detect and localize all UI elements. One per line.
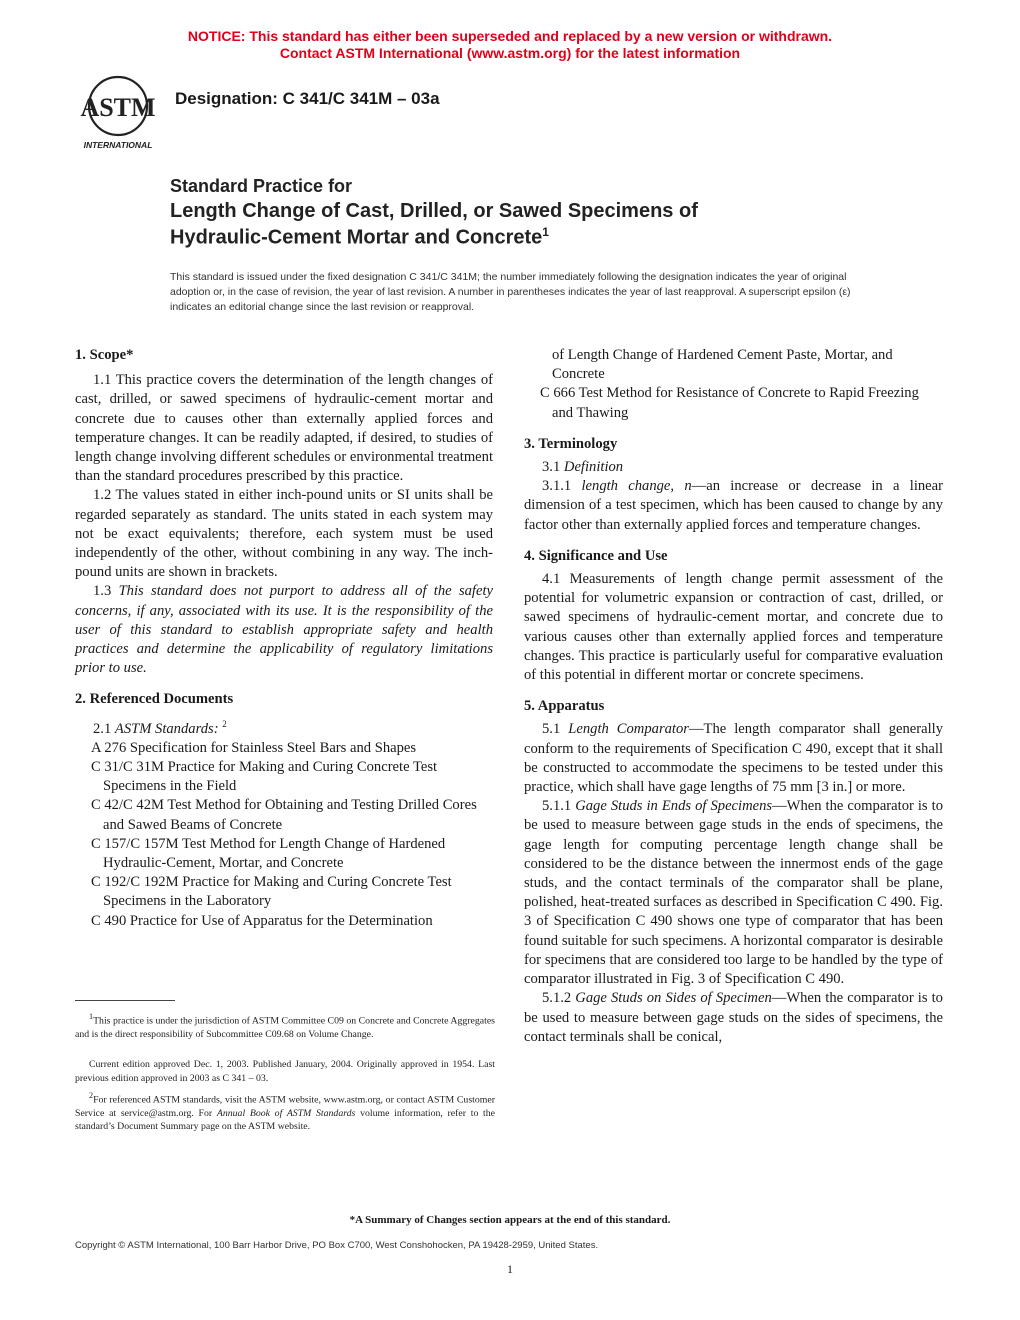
para-2-1-text: ASTM Standards: [114, 720, 219, 737]
ref-c42: C 42/C 42M Test Method for Obtaining and Testing Drilled Cores and Sawed Beams of Concrete [91, 797, 477, 833]
astm-logo [74, 72, 162, 152]
footnote-2-italic: Annual Book of ASTM Standards [216, 1107, 356, 1119]
title-line-1: Standard Practice for [170, 176, 353, 196]
footnote-1-mark: 1 [89, 1012, 94, 1021]
para-5-1-2-num: 5.1.2 [542, 990, 572, 1007]
logo-sub: INTERNATIONAL [83, 140, 153, 150]
para-5-1 [524, 720, 943, 797]
para-5-1-text: —The length comparator shall generally conform to the requirements of Specification C 490, except that it shall be constructed to accommodate the specimens to be tested under this practice, which shall have gage lengths of 75 mm [3 in.] or more. [524, 721, 943, 796]
footnote-rule [75, 1000, 175, 1001]
para-2-1-num: 2.1 [93, 720, 112, 737]
ref-c490-continued: of Length Change of Hardened Cement Paste, Mortar, and Concrete [552, 347, 893, 383]
ref-c666: C 666 Test Method for Resistance of Concrete to Rapid Freezing and Thawing [540, 385, 919, 421]
para-1-2: 1.2 The values stated in either inch-pound units or SI units shall be regarded separately as standard. The units stated in each system may not be exact equivalents; therefore, each system must be used independently of the other, without combining in any way. The inch-pound units are shown in brackets. [75, 487, 493, 581]
footnote-2-text-a: For referenced ASTM standards, visit the ASTM website, www.astm.org, or contact ASTM Customer Service at service@astm.org. For [75, 1094, 495, 1119]
designation: Designation: C 341/C 341M – 03a [175, 89, 440, 108]
para-5-1-2-term: Gage Studs on Sides of Specimen [575, 990, 772, 1007]
title-footnote-mark: 1 [542, 225, 549, 239]
logo-word: ASTM [80, 93, 156, 122]
para-1-3-text: This standard does not purport to address all of the safety concerns, if any, associated with its use. It is the responsibility of the user of this standard to establish appropriate safety and health practices and determine the applicability of regulatory limitations prior to use. [75, 583, 493, 677]
significance-heading: 4. Significance and Use [524, 547, 668, 564]
ref-a276: A 276 Specification for Stainless Steel Bars and Shapes [91, 739, 417, 756]
footnote-1 [75, 1010, 495, 1041]
ref-c192: C 192/C 192M Practice for Making and Curing Concrete Test Specimens in the Laboratory [91, 874, 452, 910]
scope-heading: 1. Scope* [75, 347, 134, 363]
para-5-1-2 [524, 989, 943, 1047]
ref-c490: C 490 Practice for Use of Apparatus for the Determination [91, 912, 433, 929]
para-5-1-2-text: —When the comparator is to be used to measure between gage studs on the sides of specimens, the contact terminals shall be conical, [524, 990, 943, 1045]
apparatus-heading: 5. Apparatus [524, 698, 605, 715]
ref-c31: C 31/C 31M Practice for Making and Curing Concrete Test Specimens in the Field [91, 758, 438, 795]
footnote-1-text: This practice is under the jurisdiction of ASTM Committee C09 on Concrete and Concrete Aggregates and is the direct responsibility of Subcommittee C09.68 on Volume Change. [75, 1015, 495, 1040]
footnote-1b: Current edition approved Dec. 1, 2003. Published January, 2004. Originally approved in 1954. Last previous edition approved in 2003 as C 341 – 03. [75, 1059, 495, 1084]
para-5-1-1-term: Gage Studs in Ends of Specimens [575, 798, 773, 815]
para-3-1-num: 3.1 [542, 459, 561, 476]
title-line-3-text: Hydraulic-Cement Mortar and Concrete [170, 226, 543, 249]
para-5-1-1-text: —When the comparator is to be used to measure between gage studs in the ends of specimens, the gage length for computing percentage length change shall be considered to be the distance between the innermost ends of the gage studs, and the contact terminals of the comparator shall be plane, polished, heat-treated surfaces as described in Specification C 490. Fig. 3 of Specification C 490 shows one type of comparator that has been found suitable for such specimens. A horizontal comparator is desirable for specimens that are considered too large to be handled by the type of comparator illustrated in Fig. 3 of Specification C 490. [524, 798, 943, 988]
footnote-2 [75, 1089, 495, 1134]
ref-c157: C 157/C 157M Test Method for Length Change of Hardened Hydraulic-Cement, Mortar, and Concrete [91, 835, 446, 871]
para-2-1-mark: 2 [222, 718, 227, 729]
para-3-1-1-term: length change, n [581, 478, 692, 495]
refs-heading: 2. Referenced Documents [75, 691, 234, 708]
para-5-1-num: 5.1 [542, 721, 561, 738]
para-2-1 [75, 715, 493, 739]
copyright: Copyright © ASTM International, 100 Barr Harbor Drive, PO Box C700, West Conshohocken, PA 19428-2959, United States. [75, 1240, 599, 1251]
para-5-1-term: Length Comparator [568, 721, 689, 738]
issuance-note: This standard is issued under the fixed designation C 341/C 341M; the number immediately following the designation indicates the year of original adoption or, in the case of revision, the year of last revision. A number in parentheses indicates the year of last reapproval. A superscript epsilon (ε) indicates an editorial change since the last revision or reapproval. [170, 271, 851, 313]
footnote-2-mark: 2 [89, 1091, 94, 1100]
para-5-1-1-num: 5.1.1 [542, 798, 572, 815]
page-number: 1 [507, 1262, 513, 1276]
para-3-1-1-num: 3.1.1 [542, 478, 572, 495]
para-1-3 [75, 582, 493, 678]
terminology-heading: 3. Terminology [524, 435, 618, 452]
para-4-1: 4.1 Measurements of length change permit assessment of the potential for volumetric expansion or contraction of cast, drilled, or sawed specimens of hydraulic-cement mortar, and concrete due to various causes other than externally applied forces and temperature changes. This practice is particularly useful for comparative evaluation of this potential in different mortar or concrete specimens. [524, 571, 943, 684]
right-column [524, 346, 943, 1047]
para-3-1-1 [524, 477, 943, 535]
left-column [75, 346, 493, 931]
title-line-3 [170, 225, 549, 250]
para-3-1-1-text: —an increase or decrease in a linear dimension of a test specimen, which has been caused to change by any factor other than externally applied forces and temperature changes. [524, 478, 943, 533]
summary-of-changes-note: *A Summary of Changes section appears at the end of this standard. [349, 1214, 671, 1226]
notice-line-1: NOTICE: This standard has either been superseded and replaced by a new version or withdrawn. [187, 28, 833, 44]
footnote-2-text-b: volume information, refer to the standard’s Document Summary page on the ASTM website. [75, 1107, 495, 1133]
notice-line-2: Contact ASTM International (www.astm.org) for the latest information [279, 45, 741, 61]
para-5-1-1 [524, 797, 943, 989]
para-1-3-num: 1.3 [93, 583, 112, 600]
para-3-1-text: Definition [563, 459, 624, 476]
title-line-2: Length Change of Cast, Drilled, or Sawed Specimens of [170, 200, 698, 222]
para-3-1 [524, 458, 943, 477]
para-1-1: 1.1 This practice covers the determination of the length changes of cast, drilled, or sawed specimens of hydraulic-cement mortar and concrete due to causes other than externally applied forces and temperature changes. It can be readily adapted, if desired, to studies of length change involving different schedules or environmental treatment than the standard procedures prescribed by this practice. [75, 372, 493, 485]
